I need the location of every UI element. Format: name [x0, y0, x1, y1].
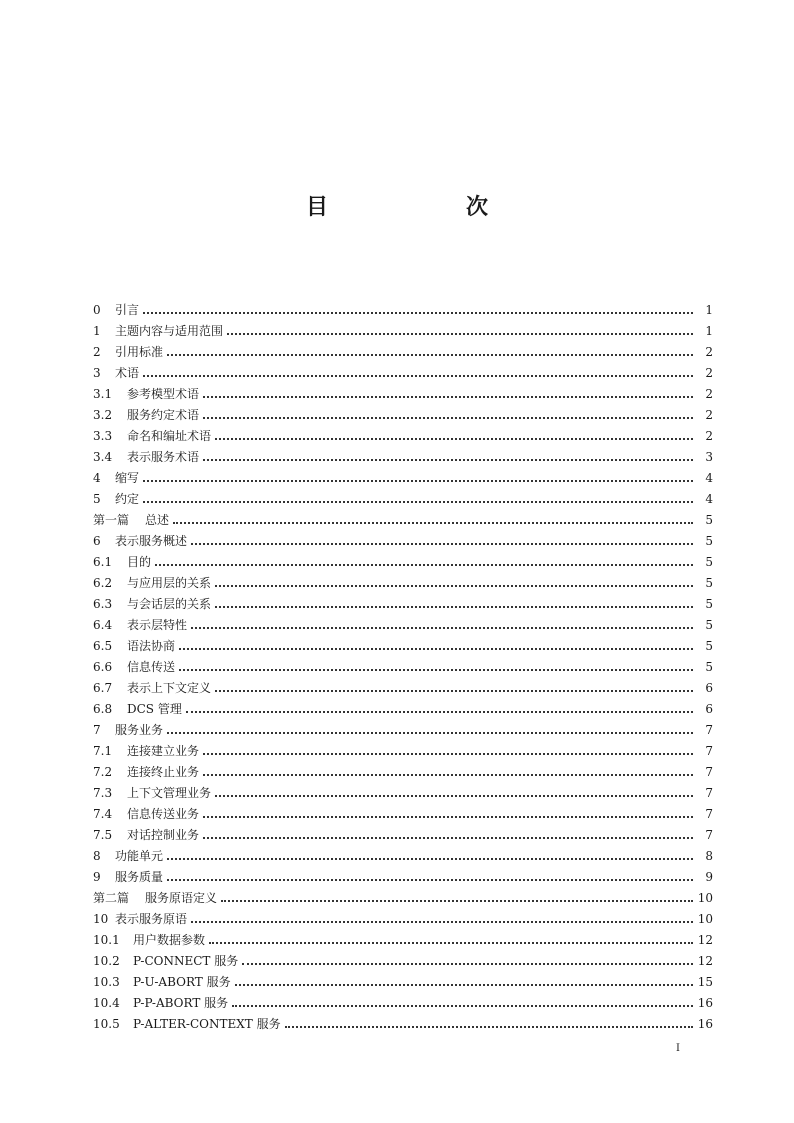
toc-entry-page: 7 — [705, 807, 713, 821]
dot-leader — [227, 333, 693, 335]
dot-leader — [242, 963, 693, 965]
toc-entry-label: DCS 管理 — [127, 702, 182, 716]
toc-entry-page: 2 — [705, 429, 713, 443]
toc-entry-number: 7.2 — [93, 765, 113, 779]
toc-entry — [93, 632, 713, 653]
toc-entry-label: 服务原语定义 — [145, 891, 218, 905]
toc-entry-label: 命名和编址术语 — [127, 429, 212, 443]
toc-entry-number: 0 — [93, 303, 101, 317]
toc-entry — [93, 338, 713, 359]
toc-entry-page: 10 — [697, 891, 713, 905]
toc-entry-number: 6.7 — [93, 681, 113, 695]
toc-entry-label: 引言 — [115, 303, 140, 317]
toc-entry-number: 6.3 — [93, 597, 113, 611]
dot-leader — [143, 480, 693, 482]
toc-entry-number: 7.1 — [93, 744, 113, 758]
dot-leader — [179, 648, 693, 650]
toc-entry-label: 信息传送 — [127, 660, 176, 674]
toc-entry-label: P-CONNECT 服务 — [133, 954, 239, 968]
dot-leader — [221, 900, 693, 902]
toc-entry — [93, 443, 713, 464]
toc-entry-label: 功能单元 — [115, 849, 164, 863]
page-title: 目 次 — [305, 195, 546, 220]
dot-leader — [143, 501, 693, 503]
page-number: I — [676, 1043, 680, 1054]
toc-entry-number: 4 — [93, 471, 101, 485]
toc-entry-page: 7 — [705, 828, 713, 842]
toc-entry-number: 10.4 — [93, 996, 120, 1010]
dot-leader — [203, 774, 693, 776]
toc-entry — [93, 464, 713, 485]
toc-entry — [93, 926, 713, 947]
dot-leader — [167, 354, 693, 356]
toc-entry-number: 第一篇 — [93, 513, 130, 527]
toc-entry — [93, 758, 713, 779]
toc-entry-page: 1 — [705, 324, 713, 338]
toc-entry — [93, 884, 713, 905]
dot-leader — [203, 396, 693, 398]
dot-leader — [235, 984, 693, 986]
toc-entry-number: 6.6 — [93, 660, 113, 674]
toc-entry-page: 16 — [697, 996, 713, 1010]
dot-leader — [167, 858, 693, 860]
toc-entry-number: 6.1 — [93, 555, 113, 569]
toc-entry-page: 5 — [705, 639, 713, 653]
dot-leader — [143, 375, 693, 377]
toc-entry — [93, 590, 713, 611]
toc-entry-label: 约定 — [115, 492, 140, 506]
toc-entry — [93, 506, 713, 527]
toc-entry-number: 7 — [93, 723, 101, 737]
toc-entry-page: 6 — [705, 702, 713, 716]
toc-entry-page: 12 — [697, 954, 713, 968]
toc-entry-page: 7 — [705, 765, 713, 779]
toc-entry-number: 10.1 — [93, 933, 120, 947]
toc-entry-page: 10 — [697, 912, 713, 926]
toc-entry-number: 7.4 — [93, 807, 113, 821]
toc-entry-label: 表示上下文定义 — [127, 681, 212, 695]
toc-entry — [93, 989, 713, 1010]
dot-leader — [203, 417, 693, 419]
toc-entry-label: 表示服务原语 — [115, 912, 188, 926]
toc-entry-number: 6.4 — [93, 618, 113, 632]
toc-entry-page: 2 — [705, 408, 713, 422]
toc-entry-page: 7 — [705, 723, 713, 737]
toc-entry-page: 1 — [705, 303, 713, 317]
toc-entry — [93, 359, 713, 380]
toc-entry — [93, 716, 713, 737]
toc-entry-number: 6.8 — [93, 702, 113, 716]
toc-entry-label: 目的 — [127, 555, 152, 569]
toc-entry — [93, 548, 713, 569]
toc-entry-number: 3 — [93, 366, 101, 380]
toc-entry-page: 9 — [705, 870, 713, 884]
dot-leader — [215, 606, 693, 608]
dot-leader — [203, 753, 693, 755]
toc-entry-label: P-ALTER-CONTEXT 服务 — [133, 1017, 281, 1031]
toc-entry-page: 5 — [705, 660, 713, 674]
dot-leader — [167, 732, 693, 734]
toc-entry-page: 3 — [705, 450, 713, 464]
toc-entry — [93, 779, 713, 800]
toc-entry-page: 5 — [705, 597, 713, 611]
toc-entry-page: 8 — [705, 849, 713, 863]
toc-entry-label: 表示层特性 — [127, 618, 188, 632]
dot-leader — [191, 543, 693, 545]
dot-leader — [173, 522, 693, 524]
toc-entry-number: 7.3 — [93, 786, 113, 800]
toc-entry-page: 12 — [697, 933, 713, 947]
toc-entry — [93, 737, 713, 758]
toc-entry-label: 总述 — [145, 513, 170, 527]
toc-entry-label: 引用标准 — [115, 345, 164, 359]
toc-entry — [93, 695, 713, 716]
dot-leader — [155, 564, 693, 566]
toc-entry-label: 服务质量 — [115, 870, 164, 884]
toc-entry-page: 5 — [705, 576, 713, 590]
toc-entry-number: 2 — [93, 345, 101, 359]
toc-entry-label: 缩写 — [115, 471, 140, 485]
toc-entry-number: 10.5 — [93, 1017, 120, 1031]
dot-leader — [203, 837, 693, 839]
toc-entry-label: 表示服务概述 — [115, 534, 188, 548]
toc-entry-label: 参考模型术语 — [127, 387, 200, 401]
toc-entry-number: 3.3 — [93, 429, 113, 443]
toc-entry-number: 10.2 — [93, 954, 120, 968]
toc-entry — [93, 842, 713, 863]
toc-entry-number: 3.2 — [93, 408, 113, 422]
toc-entry-page: 5 — [705, 618, 713, 632]
toc-entry-label: 语法协商 — [127, 639, 176, 653]
toc-entry-label: P-P-ABORT 服务 — [133, 996, 229, 1010]
toc-entry — [93, 611, 713, 632]
dot-leader — [232, 1005, 693, 1007]
toc-entry-page: 16 — [697, 1017, 713, 1031]
toc-entry-page: 4 — [705, 471, 713, 485]
dot-leader — [209, 942, 693, 944]
toc-entry-label: 术语 — [115, 366, 140, 380]
toc-entry — [93, 863, 713, 884]
toc-entry-page: 6 — [705, 681, 713, 695]
dot-leader — [191, 921, 693, 923]
toc-entry-page: 2 — [705, 366, 713, 380]
toc-entry — [93, 968, 713, 989]
toc-entry — [93, 422, 713, 443]
toc-entry-number: 3.4 — [93, 450, 113, 464]
toc-entry-number: 6.5 — [93, 639, 113, 653]
toc-entry — [93, 1010, 713, 1031]
toc-entry — [93, 380, 713, 401]
toc-entry-number: 8 — [93, 849, 101, 863]
toc-entry-label: 主题内容与适用范围 — [115, 324, 224, 338]
toc-entry — [93, 905, 713, 926]
toc-entry-label: 服务约定术语 — [127, 408, 200, 422]
dot-leader — [215, 795, 693, 797]
toc-entry-page: 5 — [705, 534, 713, 548]
toc-entry-page: 7 — [705, 744, 713, 758]
toc-entry-page: 2 — [705, 345, 713, 359]
dot-leader — [167, 879, 693, 881]
toc-entry — [93, 317, 713, 338]
toc-entry — [93, 296, 713, 317]
toc-entry-page: 4 — [705, 492, 713, 506]
toc-entry — [93, 800, 713, 821]
dot-leader — [203, 816, 693, 818]
toc-entry-label: 对话控制业务 — [127, 828, 200, 842]
toc-entry-label: 与会话层的关系 — [127, 597, 212, 611]
dot-leader — [203, 459, 693, 461]
dot-leader — [191, 627, 693, 629]
dot-leader — [215, 690, 693, 692]
dot-leader — [186, 711, 693, 713]
dot-leader — [179, 669, 693, 671]
toc-entry-number: 9 — [93, 870, 101, 884]
dot-leader — [143, 312, 693, 314]
toc-entry — [93, 674, 713, 695]
toc-entry-label: 用户数据参数 — [133, 933, 206, 947]
toc-entry — [93, 485, 713, 506]
toc-entry-page: 5 — [705, 555, 713, 569]
toc-entry-page: 5 — [705, 513, 713, 527]
toc-entry-label: 连接建立业务 — [127, 744, 200, 758]
toc-entry-label: 连接终止业务 — [127, 765, 200, 779]
toc-entry — [93, 947, 713, 968]
toc-entry-number: 第二篇 — [93, 891, 130, 905]
toc-entry-label: 服务业务 — [115, 723, 164, 737]
toc-entry-page: 7 — [705, 786, 713, 800]
toc-entry — [93, 527, 713, 548]
toc-entry-number: 1 — [93, 324, 101, 338]
toc-entry-label: P-U-ABORT 服务 — [133, 975, 231, 989]
toc-entry-number: 10.3 — [93, 975, 120, 989]
toc-entry-number: 6 — [93, 534, 101, 548]
toc-entry-page: 2 — [705, 387, 713, 401]
toc-entry-number: 6.2 — [93, 576, 113, 590]
dot-leader — [215, 585, 693, 587]
toc-entry-number: 3.1 — [93, 387, 113, 401]
toc-entry-number: 10 — [93, 912, 109, 926]
toc-entry-page: 15 — [697, 975, 713, 989]
table-of-contents — [93, 296, 713, 1031]
dot-leader — [215, 438, 693, 440]
toc-entry-label: 表示服务术语 — [127, 450, 200, 464]
toc-entry — [93, 569, 713, 590]
toc-entry — [93, 821, 713, 842]
dot-leader — [285, 1026, 693, 1028]
toc-entry-label: 信息传送业务 — [127, 807, 200, 821]
toc-entry-number: 7.5 — [93, 828, 113, 842]
toc-entry — [93, 401, 713, 422]
toc-entry-number: 5 — [93, 492, 101, 506]
toc-entry-label: 与应用层的关系 — [127, 576, 212, 590]
toc-entry — [93, 653, 713, 674]
toc-entry-label: 上下文管理业务 — [127, 786, 212, 800]
